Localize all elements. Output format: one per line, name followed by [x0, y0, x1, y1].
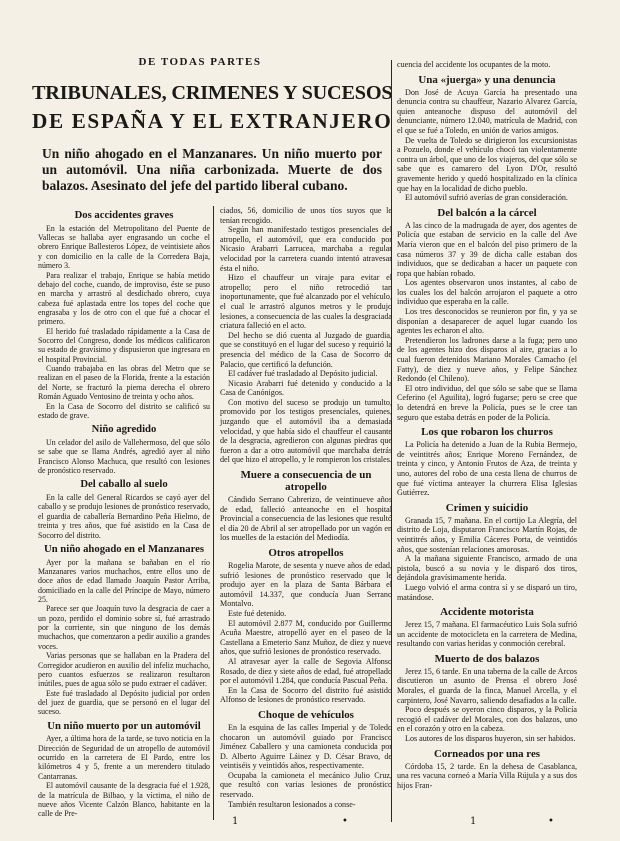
article-paragraph: Varias personas que se hallaban en la Pradera del Corregidor acudieron en auxilio del infeliz muchacho, pero cuantos esfuerzos se realizaron resultaron inútiles, pues de agua sólo se pudo extraer el cadáver. [38, 651, 210, 689]
article-paragraph: A la mañana siguiente Francisco, armado de una pistola, buscó a su novia y le disparó dos tiros, dejándola gravísimamente herida. [397, 554, 577, 583]
column-3 [397, 60, 577, 790]
article-paragraph: Para realizar el trabajo, Enrique se había metido debajo del coche, cuando, de improviso, éste se puso en marcha y arrastró al desdichado obrero, cuya cabeza fué aplastada entre los topes del coche que engrasaba y los de otro con el que fué a chocar el primero. [38, 270, 210, 327]
column-rule-1 [213, 206, 214, 820]
folio-mark: 1 [232, 816, 239, 827]
article-paragraph: También resultaron lesionados a conse- [228, 799, 356, 809]
article-paragraph: Un celador del asilo de Vallehermoso, del que sólo se sabe que se llama Andrés, agredió ayer al niño Francisco Alonso Machuca, que resultó con lesiones de pronóstico reservado. [38, 437, 210, 476]
article-paragraph: En la calle del General Ricardos se cayó ayer del caballo y se produjo lesiones de pronóstico reservado, el guardia de caballería Bernardino Peña Hielmo, de treinta y tres años, que fué asistido en la Casa de Socorro del distrito. [38, 493, 210, 540]
article-paragraph: Poco después se oyeron cinco disparos, y la Policía recogió el cadáver del Morales, con dos balazos, uno en el corazón y otro en la cabeza. [397, 705, 577, 734]
article-paragraph: En la Casa de Socorro del distrito fué asistido Alfonso de lesiones de pronóstico reservado. [220, 685, 392, 705]
article-paragraph: El automóvil sufrió averías de gran consideración. [405, 193, 568, 203]
article-title: Crimen y suicidio [445, 501, 529, 514]
article-paragraph: Cuando trabajaba en las obras del Metro que se realizan en el paseo de la Florida, frente a la estación del Norte, se fracturó la pierna derecha el obrero Román Aguado Ventosino de treinta y ocho años. [38, 364, 210, 402]
article-paragraph: Rogelia Marote, de sesenta y nueve años de edad, sufrió lesiones de pronóstico reservado que le produjo ayer en la plaza de Santa Bárbara el automóvil 14.337, que conducía Juan Serrano Montalvo. [220, 561, 392, 609]
article-paragraph: Este fué trasladado al Depósito judicial por orden del juez de guardia, que se personó en el lugar del suceso. [38, 688, 210, 717]
article-paragraph: El automóvil causante de la desgracia fué el 1.928, de la matrícula de Bilbao, y la víctima, el niño de nueve años Vicente Calzón Blanco, habitante en la calle de Pre- [38, 781, 210, 819]
article-paragraph: ciados, 56, domicilio de unos tíos suyos que le tenían recogido. [220, 206, 392, 225]
article-paragraph: Pretendieron los ladrones darse a la fuga; pero uno de los agentes hizo dos disparos al aire, gracias a lo cual fueron detenidos Mariano Morales Camacho (el Fatty), de diez y nueve años, y Felipe Sánchez Redondo (el Chileno). [397, 335, 577, 384]
article-paragraph: Este fué detenido. [228, 608, 287, 618]
article-paragraph: Granada 15, 7 mañana. En el cortijo La Alegría, del distrito de Loja, disputaron Francisco Martín Rojas, de veintitrés años, y Emilia Cáceres Porta, de veintidós años, que sostenían relaciones amorosas. [397, 515, 577, 554]
article-title: Los que robaron los churros [421, 426, 553, 439]
article-paragraph: Ayer por la mañana se bañaban en el río Manzanares varios muchachos, entre ellos uno de doce años de edad llamado Joaquín Pastor Arriba, domiciliado en la calle del Príncipe de Mayo, número 25. [38, 557, 210, 605]
article-paragraph: La Policía ha detenido a Juan de la Rubia Bermejo, de veintitrés años; Enrique Moreno Fernández, de treinta y cinco, y Antonio Frutos de Aza, de treinta y uno, autores del robo de una cesta llena de churros de que fué víctima anteayer la churrera Elisa Iglesias Gutiérrez. [397, 440, 577, 498]
article-paragraph: Don José de Acuya García ha presentado una denuncia contra su chauffeur, Nazario Alvarez García, quien anteanoche dispuso del automóvil del denunciante, número 12.040, matrícula de Madrid, con el que se fué a Toledo, en unión de varios amigos. [397, 87, 577, 135]
article-paragraph: cuencia del accidente los ocupantes de la moto. [397, 60, 551, 69]
article-paragraph: Luego volvió el arma contra sí y se disparó un tiro, matándose. [397, 582, 577, 602]
article-paragraph: Jerez 15, 6 tarde. En una taberna de la calle de Arcos discutieron un asunto de Prensa el obrero José Morales, el guarda de la finca, Manuel Arcella, y el carpintero, José Navarro, saliendo desafiados a la calle. [397, 666, 577, 705]
article-paragraph: Jerez 15, 7 mañana. El farmacéutico Luis Sola sufrió un accidente de motocicleta en la carretera de Medina, resultando con varias heridas y conmoción cerebral. [397, 620, 577, 649]
article-title: Muerto de dos balazos [434, 652, 540, 665]
article-paragraph: Ocupaba la camioneta el mecánico Julio Cruz, que resultó con varias lesiones de pronóstico reservado. [220, 770, 392, 800]
article-paragraph: En la esquina de las calles Imperial y de Toledo chocaron un automóvil guiado por Francisco Jiménez Caballero y una camioneta conducida por D. Alberto Aguirre Láinez y D. César Bravo, de veintiséis y veintidós años, respectivamente. [220, 722, 392, 771]
article-title: Del caballo al suelo [80, 479, 168, 491]
headline-line-2: DE ESPAÑA Y EL EXTRANJERO [32, 109, 393, 133]
article-paragraph: Del hecho se dió cuenta al Juzgado de guardia, que se constituyó en el lugar del suceso y requirió la presencia del médico de la Casa de Socorro de Palacio, que certificó la defunción. [220, 330, 392, 369]
article-paragraph: Parece ser que Joaquín tuvo la desgracia de caer a un pozo, perdido el dominio sobre sí, fué arrastrado por la corriente, sin que ninguno de los demás muchachos, que comenzaron a pedir auxilio a grandes voces. [38, 604, 210, 651]
article-paragraph: Con motivo del suceso se produjo un tumulto, promovido por los testigos presenciales, quienes, juzgando que el automóvil iba a demasiada velocidad, y que había sido el chauffeur el causante de la desgracia, agredieron con algunas piedras que fueron a dar a otro automóvil que marchaba detrás del que hizo el atropello, y le rompieron los cristales. [220, 397, 392, 465]
article-paragraph: Hizo el chauffeur un viraje para evitar el atropello; pero el niño retrocedió tan inoportunamente, que fué alcanzado por el vehículo, el cual le arrastró algunos metros y le produjo lesiones, a consecuencia de las cuales la desgraciada criatura falleció en el acto. [220, 273, 392, 331]
article-title: Una «juerga» y una denuncia [418, 73, 556, 86]
article-paragraph: Ayer, a última hora de la tarde, se tuvo noticia en la Dirección de Seguridad de un atropello de automóvil ocurrido en la carretera de El Pardo, entre los kilómetros 4 y 5, frente a un merendero titulado Cantarranas. [38, 734, 210, 781]
folio-mark: 1 [470, 816, 477, 827]
article-paragraph: Según han manifestado testigos presenciales del atropello, el automóvil, que era conducido por Nicasio Arabarri Larrucea, marchaba a regular velocidad por la carretera cuando intentó atravesar ésta el niño. [220, 225, 392, 273]
section-label: DE TODAS PARTES [138, 56, 262, 68]
headline-line-1: TRIBUNALES, CRIMENES Y SUCESOS [32, 82, 393, 104]
column-1 [38, 206, 210, 819]
article-title: Corneados por una res [433, 747, 541, 760]
article-title: Accidente motorista [440, 606, 534, 619]
article-paragraph: El otro individuo, del que sólo se sabe que se llama Ceferino (el Aguilita), logró fugarse; pero se cree que lo detendrá en breve la Policía, pues se le cree tan seguro que estaba detrás en poder de la Policía. [397, 383, 577, 422]
column-2 [220, 206, 392, 809]
folio-mark: • [548, 816, 554, 827]
article-paragraph: El automóvil 2.877 M, conducido por Guillermo Acuña Maestre, atropelló ayer en el paseo de la Castellana a Emeterio Sanz Muñoz, de diez y nueve años, que sufrió lesiones de pronóstico reservado. [220, 618, 392, 657]
article-title: Niño agredido [91, 424, 157, 436]
article-paragraph: Cándido Serrano Cabrerizo, de veintinueve años de edad, falleció anteanoche en el hospital Provincial a consecuencia de las lesiones que resultó el día 20 de Abril al ser atropellado por un vagón en los muelles de la estación del Mediodía. [220, 495, 392, 543]
article-title: Muere a consecuencia de un atropello [240, 469, 372, 494]
article-title: Otros atropellos [268, 547, 344, 559]
article-paragraph: A las cinco de la madrugada de ayer, dos agentes de Policía que estaban de servicio en la calle del Ave María vieron que en el balcón del piso primero de la casa números 37 y 39 de dicha calle estaban dos individuos, que se dedicaban a hacer un paquete con ropa que habían robado. [397, 220, 577, 278]
article-paragraph: De vuelta de Toledo se dirigieron los excursionistas a Pozuelo, donde el vehículo chocó tan violentamente contra un árbol, que uno de los viajeros, del que sólo se sabe que es camarero del Lyon D'Or, resultó gravemente herido y quedó hospitalizado en la clínica que hay en la localidad de dicho pueblo. [397, 135, 577, 193]
article-paragraph: Los autores de los disparos huyeron, sin ser habidos. [405, 734, 576, 744]
article-title: Un niño muerto por un automóvil [47, 720, 201, 732]
article-title: Choque de vehículos [258, 708, 354, 721]
article-paragraph: En la estación del Metropolitano del Puente de Vallecas se hallaba ayer engrasando un coche el obrero Enrique Ballesteros López, de veintisiete años y con domicilio en la calle de la Corredera Baja, número 3. [38, 223, 210, 271]
article-paragraph: El cadáver fué trasladado al Depósito judicial. [228, 369, 378, 379]
folio-mark: • [342, 816, 348, 827]
article-title: Dos accidentes graves [74, 210, 174, 221]
deck-summary: Un niño ahogado en el Manzanares. Un niño muerto por un automóvil. Una niña carbonizada. Muerte de dos balazos. Asesinato del jefe del partido liberal cubano. [42, 146, 382, 193]
article-paragraph: El herido fué trasladado rápidamente a la Casa de Socorro del Congreso, donde los médicos calificaron su estado de gravísimo y dispusieron que ingresara en el hospital Provincial. [38, 326, 210, 364]
article-paragraph: En la Casa de Socorro del distrito se calificó su estado de grave. [38, 401, 210, 420]
article-paragraph: Al atravesar ayer la calle de Segovia Alfonso Rosado, de diez y siete años de edad, fué atropellado por el automóvil 1.284, que conducía Pascual Peña. [220, 656, 392, 686]
article-paragraph: Los tres desconocidos se reunieron por fin, y ya se disponían a desaparecer de aquel lugar cuando los agentes les echaron el alto. [397, 307, 577, 336]
article-paragraph: Córdoba 15, 2 tarde. En la dehesa de Casablanca, una res vacuna corneó a María Villa Rújula y a sus dos hijos Fran- [397, 761, 577, 790]
article-title: Un niño ahogado en el Manzanares [44, 543, 204, 555]
article-paragraph: Nicasio Arabarri fué detenido y conducido a la Casa de Canónigos. [220, 378, 392, 398]
article-title: Del balcón a la cárcel [437, 206, 537, 219]
article-paragraph: Los agentes observaron unos instantes, al cabo de los cuales los del balcón arrojaron el paquete a otro individuo que esperaba en la calle. [397, 278, 577, 307]
